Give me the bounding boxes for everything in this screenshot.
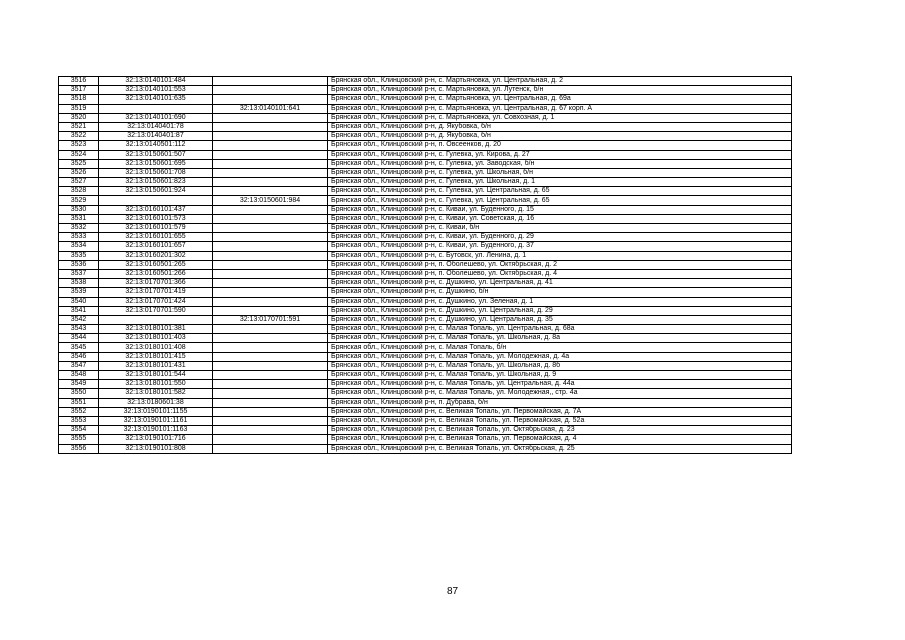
table-row <box>59 196 792 205</box>
address-cell: Брянская обл., Клинцовский р-н, с. Киваи, ул. Буденного, д. 37 <box>328 242 792 251</box>
table-row <box>59 371 792 380</box>
table-row <box>59 325 792 334</box>
table-row <box>59 361 792 370</box>
address-cell: Брянская обл., Клинцовский р-н, с. Мартьяновка, ул. Совхозная, д. 1 <box>328 113 792 122</box>
address-cell: Брянская обл., Клинцовский р-н, с. Малая Топаль, ул. Центральная, д. 68а <box>328 325 792 334</box>
row-number-cell: 3525 <box>59 159 99 168</box>
table-row <box>59 288 792 297</box>
cadastral-number-cell <box>99 315 213 324</box>
linked-cadastral-number-cell <box>213 279 328 288</box>
linked-cadastral-number-cell <box>213 187 328 196</box>
linked-cadastral-number-cell <box>213 297 328 306</box>
cadastral-number-cell: 32:13:0180101:550 <box>99 380 213 389</box>
address-cell: Брянская обл., Клинцовский р-н, с. Малая Топаль, ул. Школьная, д. 8б <box>328 361 792 370</box>
linked-cadastral-number-cell: 32:13:0140101:641 <box>213 104 328 113</box>
linked-cadastral-number-cell <box>213 141 328 150</box>
table-row <box>59 242 792 251</box>
table-row <box>59 95 792 104</box>
linked-cadastral-number-cell <box>213 260 328 269</box>
table-row <box>59 306 792 315</box>
table-row <box>59 444 792 453</box>
cadastral-number-cell: 32:13:0160501:266 <box>99 269 213 278</box>
table-row <box>59 122 792 131</box>
cadastral-number-cell <box>99 104 213 113</box>
cadastral-number-cell: 32:13:0140101:690 <box>99 113 213 122</box>
table-row <box>59 77 792 86</box>
row-number-cell: 3531 <box>59 214 99 223</box>
linked-cadastral-number-cell <box>213 168 328 177</box>
address-cell: Брянская обл., Клинцовский р-н, с. Киваи, ул. Советская, д. 16 <box>328 214 792 223</box>
cadastral-number-cell: 32:13:0170701:590 <box>99 306 213 315</box>
cadastral-number-cell: 32:13:0170701:424 <box>99 297 213 306</box>
linked-cadastral-number-cell <box>213 288 328 297</box>
row-number-cell: 3526 <box>59 168 99 177</box>
linked-cadastral-number-cell <box>213 251 328 260</box>
table-row <box>59 435 792 444</box>
address-cell: Брянская обл., Клинцовский р-н, с. Великая Топаль, ул. Октябрьская, д. 23 <box>328 426 792 435</box>
row-number-cell: 3519 <box>59 104 99 113</box>
row-number-cell: 3539 <box>59 288 99 297</box>
linked-cadastral-number-cell <box>213 380 328 389</box>
row-number-cell: 3544 <box>59 334 99 343</box>
table-row <box>59 205 792 214</box>
linked-cadastral-number-cell <box>213 334 328 343</box>
cadastral-number-cell: 32:13:0140401:78 <box>99 122 213 131</box>
cadastral-number-cell: 32:13:0160201:302 <box>99 251 213 260</box>
address-cell: Брянская обл., Клинцовский р-н, д. Якубовка, б/н <box>328 132 792 141</box>
linked-cadastral-number-cell <box>213 86 328 95</box>
row-number-cell: 3549 <box>59 380 99 389</box>
cadastral-number-cell: 32:13:0150601:708 <box>99 168 213 177</box>
registry-table <box>58 76 792 454</box>
cadastral-number-cell: 32:13:0190101:716 <box>99 435 213 444</box>
row-number-cell: 3534 <box>59 242 99 251</box>
address-cell: Брянская обл., Клинцовский р-н, с. Гулевка, ул. Школьная, б/н <box>328 168 792 177</box>
row-number-cell: 3538 <box>59 279 99 288</box>
cadastral-number-cell: 32:13:0140101:635 <box>99 95 213 104</box>
row-number-cell: 3521 <box>59 122 99 131</box>
address-cell: Брянская обл., Клинцовский р-н, с. Душкино, ул. Центральная, д. 35 <box>328 315 792 324</box>
linked-cadastral-number-cell <box>213 389 328 398</box>
cadastral-number-cell: 32:13:0140101:484 <box>99 77 213 86</box>
table-row <box>59 214 792 223</box>
row-number-cell: 3543 <box>59 325 99 334</box>
address-cell: Брянская обл., Клинцовский р-н, с. Гулевка, ул. Центральная, д. 65 <box>328 196 792 205</box>
row-number-cell: 3547 <box>59 361 99 370</box>
row-number-cell: 3535 <box>59 251 99 260</box>
cadastral-number-cell: 32:13:0190101:1161 <box>99 416 213 425</box>
row-number-cell: 3546 <box>59 352 99 361</box>
row-number-cell: 3552 <box>59 407 99 416</box>
row-number-cell: 3556 <box>59 444 99 453</box>
table-row <box>59 416 792 425</box>
table-row <box>59 352 792 361</box>
address-cell: Брянская обл., Клинцовский р-н, с. Великая Топаль, ул. Первомайская, д. 4 <box>328 435 792 444</box>
row-number-cell: 3527 <box>59 178 99 187</box>
address-cell: Брянская обл., Клинцовский р-н, с. Душкино, ул. Центральная, д. 41 <box>328 279 792 288</box>
cadastral-number-cell <box>99 196 213 205</box>
address-cell: Брянская обл., Клинцовский р-н, с. Бутовск, ул. Ленина, д. 1 <box>328 251 792 260</box>
linked-cadastral-number-cell <box>213 371 328 380</box>
linked-cadastral-number-cell <box>213 113 328 122</box>
linked-cadastral-number-cell <box>213 159 328 168</box>
linked-cadastral-number-cell <box>213 214 328 223</box>
row-number-cell: 3524 <box>59 150 99 159</box>
cadastral-number-cell: 32:13:0160101:437 <box>99 205 213 214</box>
linked-cadastral-number-cell <box>213 416 328 425</box>
table-row <box>59 132 792 141</box>
row-number-cell: 3532 <box>59 224 99 233</box>
cadastral-number-cell: 32:13:0150601:924 <box>99 187 213 196</box>
row-number-cell: 3541 <box>59 306 99 315</box>
linked-cadastral-number-cell <box>213 343 328 352</box>
linked-cadastral-number-cell <box>213 361 328 370</box>
cadastral-number-cell: 32:13:0160501:265 <box>99 260 213 269</box>
linked-cadastral-number-cell <box>213 426 328 435</box>
cadastral-number-cell: 32:13:0180101:544 <box>99 371 213 380</box>
table-row <box>59 398 792 407</box>
row-number-cell: 3550 <box>59 389 99 398</box>
linked-cadastral-number-cell <box>213 306 328 315</box>
row-number-cell: 3529 <box>59 196 99 205</box>
linked-cadastral-number-cell <box>213 150 328 159</box>
table-row <box>59 269 792 278</box>
address-cell: Брянская обл., Клинцовский р-н, с. Гулевка, ул. Школьная, д. 1 <box>328 178 792 187</box>
row-number-cell: 3540 <box>59 297 99 306</box>
cadastral-number-cell: 32:13:0160101:573 <box>99 214 213 223</box>
linked-cadastral-number-cell <box>213 352 328 361</box>
linked-cadastral-number-cell <box>213 205 328 214</box>
linked-cadastral-number-cell <box>213 95 328 104</box>
address-cell: Брянская обл., Клинцовский р-н, с. Малая Топаль, ул. Молодежная,, стр. 4а <box>328 389 792 398</box>
cadastral-number-cell: 32:13:0150601:695 <box>99 159 213 168</box>
linked-cadastral-number-cell <box>213 398 328 407</box>
table-row <box>59 178 792 187</box>
linked-cadastral-number-cell: 32:13:0150601:984 <box>213 196 328 205</box>
linked-cadastral-number-cell <box>213 233 328 242</box>
address-cell: Брянская обл., Клинцовский р-н, с. Великая Топаль, ул. Первомайская, д. 52а <box>328 416 792 425</box>
address-cell: Брянская обл., Клинцовский р-н, с. Малая Топаль, б/н <box>328 343 792 352</box>
cadastral-number-cell: 32:13:0140401:87 <box>99 132 213 141</box>
page-number: 87 <box>446 586 459 597</box>
address-cell: Брянская обл., Клинцовский р-н, с. Великая Топаль, ул. Октябрьская, д. 25 <box>328 444 792 453</box>
address-cell: Брянская обл., Клинцовский р-н, с. Малая Топаль, ул. Центральная, д. 44а <box>328 380 792 389</box>
row-number-cell: 3522 <box>59 132 99 141</box>
address-cell: Брянская обл., Клинцовский р-н, с. Киваи, ул. Буденного, д. 29 <box>328 233 792 242</box>
row-number-cell: 3537 <box>59 269 99 278</box>
address-cell: Брянская обл., Клинцовский р-н, с. Гулевка, ул. Заводская, б/н <box>328 159 792 168</box>
table-row <box>59 279 792 288</box>
cadastral-number-cell: 32:13:0180601:38 <box>99 398 213 407</box>
linked-cadastral-number-cell <box>213 407 328 416</box>
cadastral-number-cell: 32:13:0180101:415 <box>99 352 213 361</box>
table-row <box>59 224 792 233</box>
row-number-cell: 3533 <box>59 233 99 242</box>
cadastral-number-cell: 32:13:0180101:582 <box>99 389 213 398</box>
row-number-cell: 3520 <box>59 113 99 122</box>
linked-cadastral-number-cell <box>213 122 328 131</box>
cadastral-number-cell: 32:13:0160101:579 <box>99 224 213 233</box>
address-cell: Брянская обл., Клинцовский р-н, с. Малая Топаль, ул. Школьная, д. 9 <box>328 371 792 380</box>
table-row <box>59 315 792 324</box>
cadastral-number-cell: 32:13:0160101:655 <box>99 233 213 242</box>
cadastral-number-cell: 32:13:0160101:657 <box>99 242 213 251</box>
registry-table-body <box>59 77 792 454</box>
row-number-cell: 3555 <box>59 435 99 444</box>
address-cell: Брянская обл., Клинцовский р-н, с. Мартьяновка, ул. Лутенск, б/н <box>328 86 792 95</box>
address-cell: Брянская обл., Клинцовский р-н, п. Оболешево, ул. Октябрьская, д. 4 <box>328 269 792 278</box>
table-row <box>59 251 792 260</box>
table-row <box>59 141 792 150</box>
address-cell: Брянская обл., Клинцовский р-н, д. Якубовка, б/н <box>328 122 792 131</box>
cadastral-number-cell: 32:13:0140101:553 <box>99 86 213 95</box>
table-row <box>59 380 792 389</box>
row-number-cell: 3551 <box>59 398 99 407</box>
linked-cadastral-number-cell <box>213 269 328 278</box>
address-cell: Брянская обл., Клинцовский р-н, с. Душкино, б/н <box>328 288 792 297</box>
linked-cadastral-number-cell <box>213 77 328 86</box>
address-cell: Брянская обл., Клинцовский р-н, с. Душкино, ул. Зеленая, д. 1 <box>328 297 792 306</box>
row-number-cell: 3553 <box>59 416 99 425</box>
cadastral-number-cell: 32:13:0150601:823 <box>99 178 213 187</box>
row-number-cell: 3536 <box>59 260 99 269</box>
address-cell: Брянская обл., Клинцовский р-н, с. Гулевка, ул. Центральная, д. 65 <box>328 187 792 196</box>
table-row <box>59 150 792 159</box>
table-row <box>59 260 792 269</box>
table-row <box>59 187 792 196</box>
cadastral-number-cell: 32:13:0190101:1163 <box>99 426 213 435</box>
table-row <box>59 389 792 398</box>
cadastral-number-cell: 32:13:0170701:366 <box>99 279 213 288</box>
linked-cadastral-number-cell <box>213 224 328 233</box>
address-cell: Брянская обл., Клинцовский р-н, п. Оболешево, ул. Октябрьская, д. 2 <box>328 260 792 269</box>
address-cell: Брянская обл., Клинцовский р-н, с. Мартьяновка, ул. Центральная, д. 69а <box>328 95 792 104</box>
row-number-cell: 3545 <box>59 343 99 352</box>
address-cell: Брянская обл., Клинцовский р-н, с. Мартьяновка, ул. Центральная, д. 2 <box>328 77 792 86</box>
address-cell: Брянская обл., Клинцовский р-н, с. Гулевка, ул. Кирова, д. 27 <box>328 150 792 159</box>
cadastral-number-cell: 32:13:0140501:112 <box>99 141 213 150</box>
table-row <box>59 343 792 352</box>
address-cell: Брянская обл., Клинцовский р-н, с. Малая Топаль, ул. Молодежная, д. 4а <box>328 352 792 361</box>
linked-cadastral-number-cell <box>213 435 328 444</box>
table-row <box>59 86 792 95</box>
table-row <box>59 104 792 113</box>
row-number-cell: 3528 <box>59 187 99 196</box>
address-cell: Брянская обл., Клинцовский р-н, с. Мартьяновка, ул. Центральная, д. 67 корп. А <box>328 104 792 113</box>
row-number-cell: 3517 <box>59 86 99 95</box>
cadastral-number-cell: 32:13:0190101:1155 <box>99 407 213 416</box>
row-number-cell: 3548 <box>59 371 99 380</box>
row-number-cell: 3516 <box>59 77 99 86</box>
cadastral-number-cell: 32:13:0180101:403 <box>99 334 213 343</box>
cadastral-number-cell: 32:13:0180101:381 <box>99 325 213 334</box>
row-number-cell: 3518 <box>59 95 99 104</box>
table-row <box>59 113 792 122</box>
address-cell: Брянская обл., Клинцовский р-н, с. Великая Топаль, ул. Первомайская, д. 7А <box>328 407 792 416</box>
table-row <box>59 168 792 177</box>
linked-cadastral-number-cell <box>213 444 328 453</box>
table-row <box>59 334 792 343</box>
cadastral-number-cell: 32:13:0150601:507 <box>99 150 213 159</box>
table-row <box>59 426 792 435</box>
row-number-cell: 3554 <box>59 426 99 435</box>
linked-cadastral-number-cell: 32:13:0170701:591 <box>213 315 328 324</box>
cadastral-number-cell: 32:13:0180101:408 <box>99 343 213 352</box>
cadastral-number-cell: 32:13:0180101:431 <box>99 361 213 370</box>
row-number-cell: 3542 <box>59 315 99 324</box>
address-cell: Брянская обл., Клинцовский р-н, п. Дубрава, б/н <box>328 398 792 407</box>
address-cell: Брянская обл., Клинцовский р-н, с. Душкино, ул. Центральная, д. 29 <box>328 306 792 315</box>
address-cell: Брянская обл., Клинцовский р-н, с. Киваи, б/н <box>328 224 792 233</box>
address-cell: Брянская обл., Клинцовский р-н, с. Малая Топаль, ул. Школьная, д. 8а <box>328 334 792 343</box>
linked-cadastral-number-cell <box>213 132 328 141</box>
address-cell: Брянская обл., Клинцовский р-н, п. Овсеенков, д. 20 <box>328 141 792 150</box>
row-number-cell: 3523 <box>59 141 99 150</box>
table-row <box>59 407 792 416</box>
linked-cadastral-number-cell <box>213 178 328 187</box>
cadastral-number-cell: 32:13:0190101:808 <box>99 444 213 453</box>
cadastral-number-cell: 32:13:0170701:419 <box>99 288 213 297</box>
linked-cadastral-number-cell <box>213 325 328 334</box>
table-row <box>59 233 792 242</box>
linked-cadastral-number-cell <box>213 242 328 251</box>
address-cell: Брянская обл., Клинцовский р-н, с. Киваи, ул. Буденного, д. 15 <box>328 205 792 214</box>
table-row <box>59 159 792 168</box>
row-number-cell: 3530 <box>59 205 99 214</box>
table-row <box>59 297 792 306</box>
